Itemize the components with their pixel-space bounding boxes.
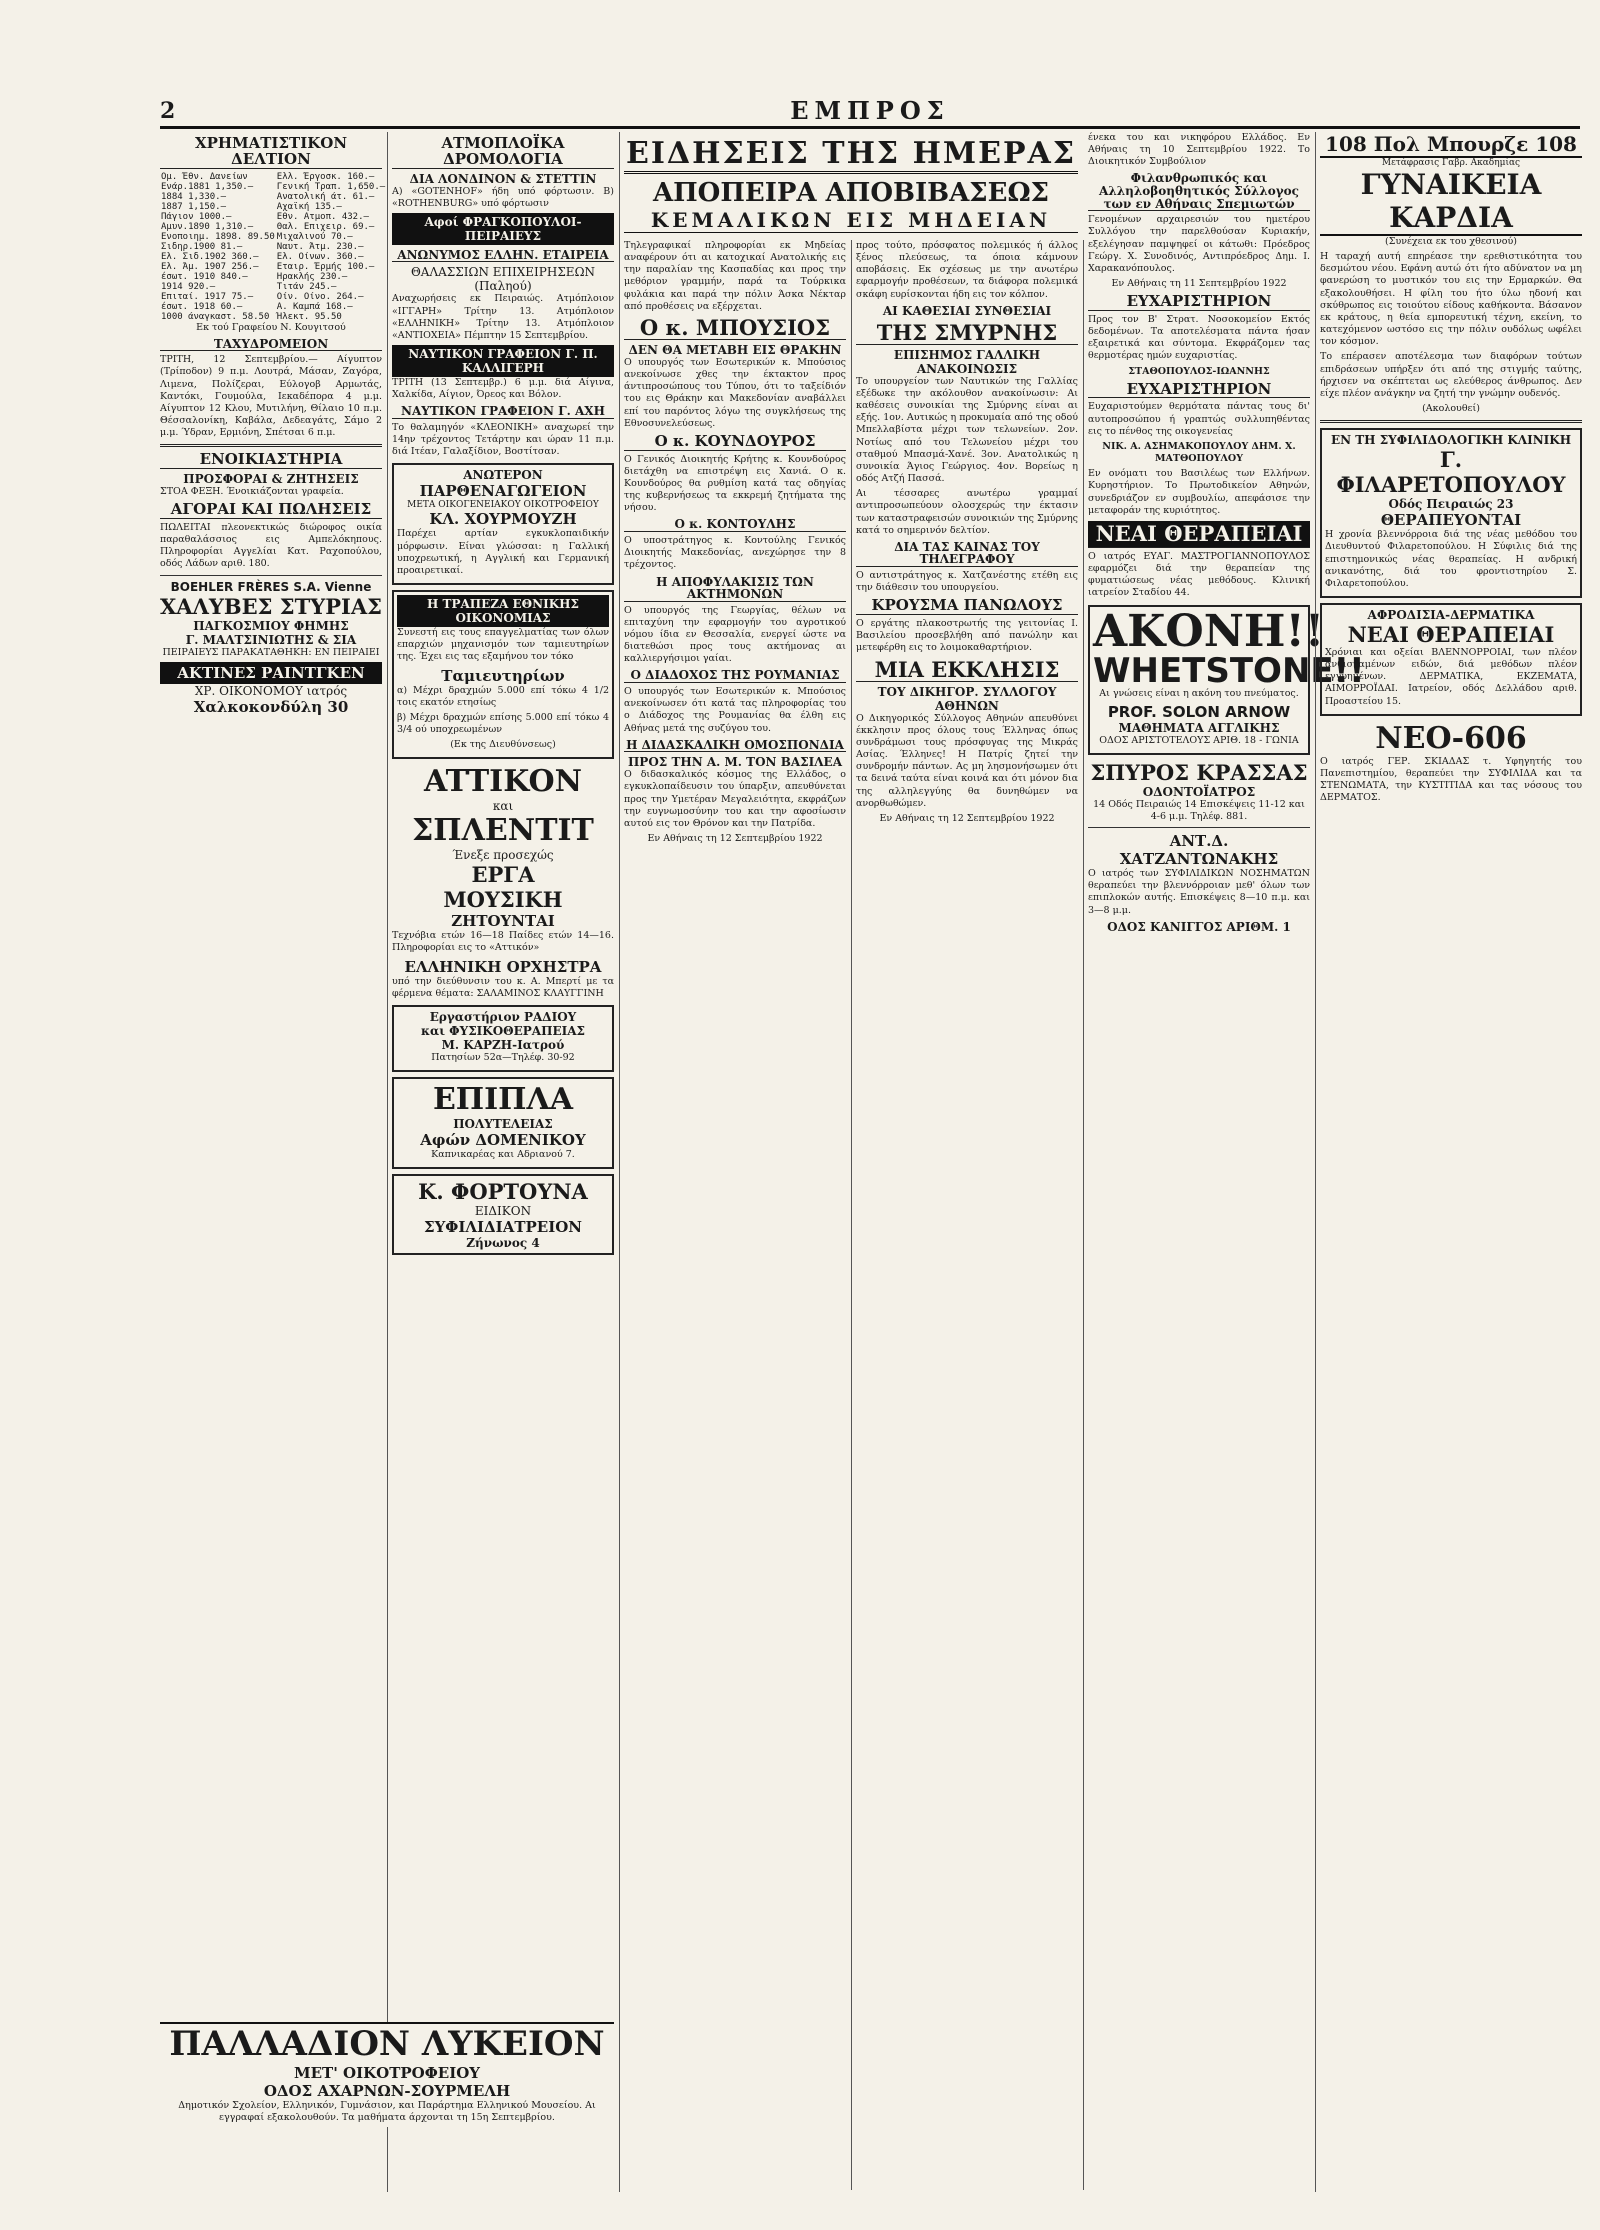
club-title: Φιλανθρωπικός και Αλληλοβοηθητικός Σύλλογος των εν Αθήναις Σπεμιωτών xyxy=(1088,172,1310,211)
syph-text: Ο ιατρός των ΣΥΦΙΛΙΔΙΚΩΝ ΝΟΣΗΜΑΤΩΝ θεραπεύει την βλεννόρροιαν μεθ' όλων των επιπλοκών αυτής. Επισκέψεις 8—10 π.μ. και 3—8 μ.μ. xyxy=(1088,868,1310,916)
furniture-address: Καπνικαρέας και Αδριανού 7. xyxy=(431,1149,575,1161)
exchange-cell: Αχαϊκή 135.— xyxy=(276,201,342,212)
exchange-row xyxy=(160,272,386,282)
lead-article: Τηλεγραφικαί πληροφορίαι εκ Μηδείας αναφέρουν ότι αι κατοχικαί Ανατολικής εις την παραλίαν της Κασπαδίας και προς την μεθόριον γραμμήν, παρά τα Τούρκικα φυλάκια και παρά την πόλιν Άσκα Νέκταρ από προθέσεις να εξέρχεται. xyxy=(624,240,846,312)
exchange-row xyxy=(160,172,386,182)
prince-text: Ο υπουργός των Εσωτερικών κ. Μπούσιος ανεκοίνωσεν ότι κατά τας πληροφορίας του ο Διάδοχος της Ρουμανίας θα έλθη εις Αθήνας μετά της συζύγου του. xyxy=(624,686,846,734)
cinema-music: ΜΟΥΣΙΚΗ xyxy=(443,887,563,913)
serial-title: ΓΥΝΑΙΚΕΙΑ ΚΑΡΔΙΑ xyxy=(1320,168,1582,236)
thanks-1-title: ΕΥΧΑΡΙΣΤΗΡΙΟΝ xyxy=(1088,294,1310,311)
exchange-cell: Ενάρ.1881 1,350.— xyxy=(161,181,254,192)
landless-title: Η ΑΠΟΦΥΛΑΚΙΣΙΣ ΤΩΝ ΑΚΤΗΜΟΝΩΝ xyxy=(624,576,846,602)
thanks-2-title: ΕΥΧΑΡΙΣΤΗΡΙΟΝ xyxy=(1088,382,1310,399)
fortouna-subtitle: ΕΙΔΙΚΟΝ xyxy=(474,1204,532,1219)
xray-doctor: ΧΡ. ΟΙΚΟΝΟΜΟΥ ιατρός xyxy=(194,683,348,698)
column-6 xyxy=(1320,132,1582,2192)
masthead xyxy=(160,96,1580,129)
nautical-office-1-title: ΝΑΥΤΙΚΟΝ ΓΡΑΦΕΙΟΝ Γ. Π. ΚΑΛΛΙΓΕΡΗ xyxy=(392,345,614,377)
exchange-cell: Σιδηρ.1900 81.— xyxy=(161,241,243,252)
mpousios-subtitle: ΔΕΝ ΘΑ ΜΕΤΑΒΗ ΕΙΣ ΘΡΑΚΗΝ xyxy=(628,342,842,357)
cinema-program: Ένεξε προσεχώς xyxy=(452,848,554,863)
post-text: ΤΡΙΤΗ, 12 Σεπτεμβρίου.— Αίγυπτον (Τρίποδον) 9 π.μ. Λουτρά, Μάσαν, Ζαγόρα, Λιμενα, Πολίζεραι, Εύλογοβ Αρμωτάς, Καντόκι, Γουμούλα, Ιεκαδέπορα 4 μ.μ. Αίγυπτον 12 Κλου, Μυτιλήνη, Θίλαιο 10 π.μ. Θέσσαλονίκη, Καβάλα, Δεδεαγάτς, Σάμο 2 μ.μ. Ύδραν, Ερμιόνη, Σπέτσαι 6 π.μ. xyxy=(160,354,382,439)
dentist-title: ΟΔΟΝΤΟΪΑΤΡΟΣ xyxy=(1142,784,1256,799)
smyrna-subtitle: ΕΠΙΣΗΜΟΣ ΓΑΛΛΙΚΗ ΑΝΑΚΟΙΝΩΣΙΣ xyxy=(893,347,1041,376)
dentist-ad xyxy=(1088,760,1310,823)
clinic-text: Η χρονία βλεννόρροια διά της νέας μεθόδου του Διευθυντού Φιλαρετοπούλου. Η Σύφιλις διά της επιστημονικώς νέας θεραπείας. Η ανδρική ανικανότης, διά του φροντιστηρίου Σ. Φιλαρετοπούλου. xyxy=(1325,529,1577,589)
derm-title: ΑΦΡΟΔΙΣΙΑ-ΔΕΡΜΑΤΙΚΑ xyxy=(1367,607,1535,622)
school-title: ΠΑΡΘΕΝΑΓΩΓΕΙΟΝ xyxy=(419,482,587,501)
nautical-office-2-text: Το θαλαμηγόν «ΚΛΕΟΝΙΚΗ» αναχωρεί την 14ην τρέχοντος Τετάρτην και ώραν 11 π.μ. διά Ιτέαν, Γαλαξίδιον, Βοστίτσαν. xyxy=(392,421,614,458)
exchange-row xyxy=(160,252,386,262)
exchange-row xyxy=(160,262,386,272)
radio-name: Μ. ΚΑΡΖΗ-Ιατρού xyxy=(441,1037,565,1052)
exchange-row xyxy=(160,192,386,202)
exchange-table xyxy=(160,172,386,322)
exchange-cell: Ήλεκτ. 95.50 xyxy=(276,311,342,322)
exchange-row xyxy=(160,292,386,302)
nautical-office-1-text: ΤΡΙΤΗ (13 Σεπτεμβρ.) 6 μ.μ. διά Αίγινα, Χαλκίδα, Αίγιον, Όρεος και Βόλον. xyxy=(392,377,614,401)
exchange-cell: 1884 1,330.— xyxy=(161,191,227,202)
plague-text: Ο εργάτης πλακοστρωτής της γειτονίας Ι. Βασιλείου προσεβλήθη από πανώλην και μετεφέρθη εις το λοιμοκαθαρτήριον. xyxy=(856,618,1078,654)
fortouna-address: Ζήνωνος 4 xyxy=(466,1236,540,1251)
clinic-ad xyxy=(1320,428,1582,598)
column-4 xyxy=(856,240,1078,2190)
clinic-name: Γ. ΦΙΛΑΡΕΤΟΠΟΥΛΟΥ xyxy=(1336,447,1566,498)
lead-continued: προς τούτο, πρόσφατος πολεμικός ή άλλος ξένος πλεύσεως, τα όποια κάμνουν αποβάσεις. Εκ σχέσεως με την ανωτέρω εφαρμογήν προθέσεων, τα διάφορα πολεμικά σκάφη ευρίσκονται ήδη εις τον κόλπον. xyxy=(856,240,1078,300)
exchange-cell: Επιταί. 1917 75.— xyxy=(161,291,254,302)
company-subtitle: ΘΑΛΑΣΣΙΩΝ ΕΠΙΧΕΙΡΗΣΕΩΝ (Παληού) xyxy=(410,265,596,294)
teachers-title: Η ΔΙΔΑΣΚΑΛΙΚΗ ΟΜΟΣΠΟΝΔΙΑ xyxy=(624,739,846,753)
exchange-cell: Ναυτ. Άτμ. 230.— xyxy=(276,241,364,252)
lease-subtitle: ΠΡΟΣΦΟΡΑΙ & ΖΗΤΗΣΕΙΣ xyxy=(183,472,359,487)
orchestra-text: υπό την διεύθυνσιν του κ. Α. Μπερτί με τα φέρμενα θέματα: ΣΑΛΑΜΙΝΟΣ ΚΛΑΥΓΓΙΝΗ xyxy=(392,975,614,999)
thanks-2-text: Ευχαριστούμεν θερμότατα πάντας τους δι' αυτοπροσώπου ή γραπτώς συλλυπηθέντας εις το πένθος της οικογενείας xyxy=(1088,401,1310,437)
professor-name: PROF. SOLON ARNOW xyxy=(1107,702,1291,721)
ship-agent: Αφοί ΦΡΑΓΚΟΠΟΥΛΟΙ-ΠΕΙΡΑΙΕΥΣ xyxy=(392,213,614,245)
clinic-pre: ΕΝ ΤΗ ΣΥΦΙΛΙΔΟΛΟΓΙΚΗ ΚΛΙΝΙΚΗ xyxy=(1330,433,1572,448)
teachers-text: Ο διδασκαλικός κόσμος της Ελλάδος, ο εγκυκλοπαίδευσιν του ύπαρξιν, απευθύνεται προς την Υμετέραν Μεγαλειότητα, εκφράζων την ευγνωμοσύνην του και την αφοσίωσιν αυτού εις τον Θρόνον και την Πατρίδα. xyxy=(624,769,846,829)
cinema-name-2: ΣΠΛΕΝΤΙΤ xyxy=(412,813,594,849)
school-ad xyxy=(392,463,614,585)
syph-doctor: ΑΝΤ.Δ. ΧΑΤΖΑΝΤΩΝΑΚΗΣ xyxy=(1119,832,1279,869)
dentist-address: 14 Οδός Πειραιώς 14 Επισκέψεις 11-12 και 4-6 μ.μ. Τηλέφ. 881. xyxy=(1093,798,1305,823)
thanks-1-sign: ΣΤΑΘΟΠΟΥΛΟΣ-ΙΩΑΝΝΗΣ xyxy=(1128,365,1270,377)
landless-text: Ο υπουργός της Γεωργίας, θέλων να επιταχύνη την εφαρμογήν του αγροτικού νόμου ίδια εν Θεσσαλία, ενεργεί ώστε να διατεθώσι προς τους ακτήμονας αι καλλιεργήσιμοι γαίαι. xyxy=(624,604,846,665)
thanks-2-sign: ΝΙΚ. Α. ΑΣΗΜΑΚΟΠΟΥΛΟΥ ΔΗΜ. Χ. ΜΑΤΘΟΠΟΥΛΟΥ xyxy=(1102,440,1296,465)
clinic-title: ΘΕΡΑΠΕΥΟΝΤΑΙ xyxy=(1380,511,1522,530)
whetstone-english: WHETSTONE!! xyxy=(1093,650,1365,691)
column-3 xyxy=(624,240,846,2190)
news-headline: ΕΙΔΗΣΕΙΣ ΤΗΣ ΗΜΕΡΑΣ xyxy=(624,136,1078,174)
derm-subtitle: ΝΕΑΙ ΘΕΡΑΠΕΙΑΙ xyxy=(1347,621,1555,647)
ship-title: ΑΤΜΟΠΛΟΪΚΑ ΔΡΟΜΟΛΟΓΙΑ xyxy=(392,136,614,169)
serial-subheader: Μετάφρασις Γαβρ. Ακαδημίας xyxy=(1381,158,1521,168)
exchange-cell: έσωτ. 1918 60.— xyxy=(161,301,243,312)
koundouros-title: Ο κ. ΚΟΥΝΔΟΥΡΟΣ xyxy=(624,434,846,451)
bank-ad xyxy=(392,590,614,759)
exchange-cell: Θαλ. Επιχειρ. 69.— xyxy=(276,221,375,232)
kontoulis-title: Ο κ. ΚΟΝΤΟΥΛΗΣ xyxy=(624,518,846,532)
cinema-works: ΕΡΓΑ xyxy=(471,862,535,888)
sales-title: ΑΓΟΡΑΙ ΚΑΙ ΠΩΛΗΣΕΙΣ xyxy=(160,502,382,519)
exchange-row xyxy=(160,212,386,222)
lyceum-address: ΟΔΟΣ ΑΧΑΡΝΩΝ-ΣΟΥΡΜΕΛΗ xyxy=(263,2082,511,2100)
xray-title: ΑΚΤΙΝΕΣ ΡΑΙΝΤΓΚΕΝ xyxy=(160,662,382,684)
exchange-cell: Ελ. Άμ. 1907 256.— xyxy=(161,261,259,272)
whetstone-ad xyxy=(1088,605,1365,755)
school-pre: ΑΝΩΤΕΡΟΝ xyxy=(463,468,543,483)
appeal-sign: Εν Αθήναις τη 12 Σεπτεμβρίου 1922 xyxy=(879,812,1055,824)
serial-continued: (Συνέχεια εκ του χθεσινού) xyxy=(1385,236,1517,247)
fortouna-title: Κ. ΦΟΡΤΟΥΝΑ xyxy=(418,1179,588,1205)
school-subtitle: ΜΕΤΑ ΟΙΚΟΓΕΝΕΙΑΚΟΥ ΟΙΚΟΤΡΟΦΕΙΟΥ xyxy=(407,500,599,511)
furniture-subtitle: ΠΟΛΥΤΕΛΕΙΑΣ xyxy=(453,1117,553,1132)
company-text: Αναχωρήσεις εκ Πειραιώς. Ατμόπλοιον «ΙΓΓΑΡΗ» Τρίτην 13. Ατμόπλοιον «ΕΛΛΗΝΙΚΗ» Τρίτην 13. Ατμόπλοιον «ΑΝΤΙΟΧΕΙΑ» Πέμπτην 15 Σεπτεμβρίου. xyxy=(392,293,614,341)
smyrna-title: ΤΗΣ ΣΜΥΡΝΗΣ xyxy=(856,322,1078,345)
steel-agent: Γ. ΜΑΛΤΣΙΝΙΩΤΗΣ & ΣΙΑ xyxy=(185,632,357,647)
clinic-address: Οδός Πειραιώς 23 xyxy=(1388,497,1514,512)
exchange-title: ΧΡΗΜΑΤΙΣΤΙΚΟΝ ΔΕΛΤΙΟΝ xyxy=(160,136,382,169)
bank-title: Η ΤΡΑΠΕΖΑ ΕΘΝΙΚΗΣ ΟΙΚΟΝΟΜΙΑΣ xyxy=(397,595,609,627)
teachers-sign: Εν Αθήναις τη 12 Σεπτεμβρίου 1922 xyxy=(647,833,823,845)
column-2 xyxy=(392,132,614,2192)
exchange-cell: Ηρακλής 230.— xyxy=(276,271,348,282)
exchange-cell: Οίν. Οίνο. 264.— xyxy=(276,291,364,302)
smyrna-text-2: Αι τέσσαρες ανωτέρω γραμμαί αντιπροσωπεύουν ολοσχερώς την έκτασιν των καταστραφεισών συνοικιών της Σμύρνης κατά το σημερινόν δελτίον. xyxy=(856,488,1078,536)
furniture-ad xyxy=(392,1077,614,1169)
prince-title: Ο ΔΙΑΔΟΧΟΣ ΤΗΣ ΡΟΥΜΑΝΙΑΣ xyxy=(624,669,846,683)
cabinet-title: ΑΙ ΚΑΘΕΣΙΑΙ ΣΥΝΘΕΣΙΑΙ xyxy=(882,303,1052,318)
lyceum-subtitle: ΜΕΤ' ΟΙΚΟΤΡΟΦΕΙΟΥ xyxy=(294,2064,480,2082)
koundouros-text: Ο Γενικός Διοικητής Κρήτης κ. Κουνδούρος διετάχθη να επιστρέψη εις Χανιά. Ο κ. Κουνδούρος θα ρυθμίση κατά τας οδηγίας της κυβερνήσεως τα εκκρεμή ζητήματα της νήσου. xyxy=(624,453,846,514)
exchange-cell: Εταιρ. Έρμής 100.— xyxy=(276,261,375,272)
exchange-row xyxy=(160,282,386,292)
news-subheadline-2: ΚΕΜΑΛΙΚΩΝ ΕΙΣ ΜΗΔΕΙΑΝ xyxy=(624,208,1078,233)
bank-text: Συνεστή εις τους επαγγελματίας των όλων επαρχιών μηχανισμόν των ταμιευτηρίων της. Έχει εις τας εξαμήνου τον τόκο xyxy=(397,627,609,663)
wanted-text: Τεχνόβια ετών 16—18 Παίδες ετών 14—16. Πληροφορίαι εις το «Αττικόν» xyxy=(392,930,614,954)
steel-brand: BOEHLER FRÈRES S.A. Vienne xyxy=(170,579,372,594)
appeal-title: ΜΙΑ ΕΚΚΛΗΣΙΣ xyxy=(856,659,1078,682)
neo606-text: Ο ιατρός ΓΕΡ. ΣΚΙΑΔΑΣ τ. Υφηγητής του Πανεπιστημίου, θεραπεύει την ΣΥΦΙΛΙΔΑ και τα ΣΤΕΝΩΜΑΤΑ, την ΚΥΣΤΙΤΙΔΑ και τας νόσους του ΔΕΡΜΑΤΟΣ. xyxy=(1320,755,1582,804)
dentist-name: ΣΠΥΡΟΣ ΚΡΑΣΣΑΣ xyxy=(1090,759,1308,785)
exchange-row xyxy=(160,232,386,242)
appeal-subtitle: ΤΟΥ ΔΙΚΗΓΟΡ. ΣΥΛΛΟΓΟΥ ΑΘΗΝΩΝ xyxy=(877,684,1057,713)
radio-subtitle: και ΦΥΣΙΚΟΘΕΡΑΠΕΙΑΣ xyxy=(420,1023,586,1038)
whetstone-greek: ΑΚΟΝΗ!! xyxy=(1093,605,1325,657)
serial-header: 108 Πολ Μπουρζε 108 xyxy=(1320,132,1582,158)
ship-subtitle: ΔΙΑ ΛΟΝΔΙΝΟΝ & ΣΤΕΤΤΙΝ xyxy=(409,171,597,186)
exchange-cell: 1887 1,150.— xyxy=(161,201,227,212)
thanks-1-text: Προς τον Β' Στρατ. Νοσοκομείον Εκτός δεδομένων. Τα αποτελέσματα πάντα ήσαν εξαιρετικά και σύντομα. Εκφράζομεν τας θερμοτέρας ημών ευχαριστίας. xyxy=(1088,313,1310,362)
telegraph-title: ΔΙΑ ΤΑΣ ΚΑΙΝΑΣ ΤΟΥ ΤΗΛΕΓΡΑΦΟΥ xyxy=(856,541,1078,567)
exchange-cell: Γενική Τραπ. 1,650.— xyxy=(276,181,386,192)
school-text: Παρέχει αρτίαν εγκυκλοπαιδικήν μόρφωσιν. Είναι γλώσσαι: η Γαλλική υποχρεωτική, η Αγγλική και Γερμανική προαιρετικαί. xyxy=(397,528,609,576)
new-therapies-title: ΝΕΑΙ ΘΕΡΑΠΕΙΑΙ xyxy=(1088,521,1310,548)
lyceum-ad xyxy=(160,2022,614,2127)
furniture-name: Αφών ΔΟΜΕΝΙΚΟΥ xyxy=(420,1131,586,1150)
professor-subject: ΜΑΘΗΜΑΤΑ ΑΓΓΛΙΚΗΣ xyxy=(1118,720,1280,735)
derm-ad xyxy=(1320,603,1582,716)
teachers-subtitle: ΠΡΟΣ ΤΗΝ Α. Μ. ΤΟΝ ΒΑΣΙΛΕΑ xyxy=(627,755,843,770)
fortouna-clinic: ΣΥΦΙΛΙΔΙΑΤΡΕΙΟΝ xyxy=(423,1218,582,1237)
exchange-row xyxy=(160,312,386,322)
exchange-row xyxy=(160,182,386,192)
mpousios-title: Ο κ. ΜΠΟΥΣΙΟΣ xyxy=(624,317,846,340)
lease-title: ΕΝΟΙΚΙΑΣΤΗΡΙΑ xyxy=(160,452,382,469)
new-therapies-text: Ο ιατρός ΕΥΑΓ. ΜΑΣΤΡΟΓΙΑΝΝΟΠΟΥΛΟΣ εφαρμόζει διά την θεραπείαν της φυματιώσεως νέας μεθόδους. Κλινική ιατρείον Σταδίου 44. xyxy=(1088,550,1310,599)
exchange-cell: Ομ. Έθν. Δανείων xyxy=(161,171,248,182)
mpousios-text: Ο υπουργός των Εσωτερικών κ. Μπούσιος ανεκοίνωσε χθες την έκτακτον προς άντιπροσώπους του Τύπου, ότι το ταξείδιόν του εις Θράκην και Μακεδονίαν αναβάλλει επί του παρόντος λόγω της συγκλήσεως της Εθνοσυνελεύσεως. xyxy=(624,356,846,429)
steel-subtitle: ΠΑΓΚΟΣΜΙΟΥ ΦΗΜΗΣ xyxy=(193,618,349,633)
exchange-row xyxy=(160,222,386,232)
exchange-row xyxy=(160,202,386,212)
whetstone-sub: Αι γνώσεις είναι η ακόνη του πνεύματος. xyxy=(1099,687,1299,699)
court-text: Εν ονόματι του Βασιλέως των Ελλήνων. Κυρηστήριον. Το Πρωτοδικείον Αθηνών, συνεδριάζον εν συμβουλίω, απεφάσισε την μεταφοράν της κυριότητος. xyxy=(1088,468,1310,516)
exchange-cell: 1000 άναγκαστ. 58.50 xyxy=(161,311,270,322)
plague-title: ΚΡΟΥΣΜΑ ΠΑΝΩΛΟΥΣ xyxy=(856,598,1078,615)
exchange-cell: Πάγιον 1000.— xyxy=(161,211,232,222)
exchange-cell: Ελ. Σιδ.1902 360.— xyxy=(161,251,259,262)
exchange-cell: Α. Καμπά 168.— xyxy=(276,301,353,312)
bank-bold: Ταμιευτηρίων xyxy=(441,666,565,685)
bank-clause-a: α) Μέχρι δραχμών 5.000 επί τόκω 4 1/2 τοις εκατόν ετησίως xyxy=(397,684,609,708)
cinema-ad xyxy=(392,764,614,1000)
steel-title: ΧΑΛΥΒΕΣ ΣΤΥΡΙΑΣ xyxy=(160,593,383,619)
bank-note: (Εκ της Διευθύνσεως) xyxy=(450,739,556,751)
club-sign: Εν Αθήναις τη 11 Σεπτεμβρίου 1922 xyxy=(1111,278,1287,290)
telegraph-text: Ο αντιστράτηγος κ. Χατζανέστης ετέθη εις την διάθεσιν του υπουργείου. xyxy=(856,570,1078,594)
exchange-cell: Ενοποιημ. 1898. 89.50 xyxy=(161,231,275,242)
exchange-cell: 1914 920.— xyxy=(161,281,216,292)
radio-address: Πατησίων 52α—Τηλέφ. 30-92 xyxy=(431,1051,575,1063)
exchange-cell: Αμυν.1890 1,310.— xyxy=(161,221,254,232)
exchange-cell: Τιτάν 245.— xyxy=(276,281,337,292)
serial-text-2: Το επέρασεν αποτέλεσμα των διαφόρων τούτων επιδράσεων υπήρξεν ότι από της στιγμής ταύτης, ήρχισεν να σκέπτεται ως ελεύθερος άνθρωπος. Δεν είχε πλέον ανάγκην να ζητή την γνώμην ουδενός. xyxy=(1320,351,1582,399)
page-number: 2 xyxy=(160,98,176,124)
lyceum-title: ΠΑΛΛΑΔΙΟΝ ΛΥΚΕΙΟΝ xyxy=(169,2024,605,2064)
exchange-cell: Ελλ. Έργοσκ. 160.— xyxy=(276,171,375,182)
exchange-cell: έσωτ. 1910 840.— xyxy=(161,271,248,282)
cinema-and: και xyxy=(492,799,514,814)
syph-address: ΟΔΟΣ ΚΑΝΙΓΓΟΣ ΑΡΙΘΜ. 1 xyxy=(1107,919,1291,934)
exchange-cell: Ελ. Οίνων. 360.— xyxy=(276,251,364,262)
serial-text-1: Η ταραχή αυτή επηρέασε την ερεθιστικότητα του δεσμώτου νέου. Εφάνη αυτώ ότι ήτο αδύνατον να μη φανερώση το μυστικόν του εις την Ερμαρκών. Θα εξακολουθήσει. Η φίλη του ήτο ύλω ηδονή και σκύθρωπος εις τοιούτου είδους καθήκοντα. Βάσανον εκ κράτους, η θεία εμπορευτική τέχνη, εκείνη, το κατεχόμενον ωστόσο εις την πόλιν ουδόλως ωφέλει τον κόσμον. xyxy=(1320,251,1582,348)
kontoulis-text: Ο υποστράτηγος κ. Κοντούλης Γενικός Διοικητής Μακεδονίας, ανεχώρησε την 8 τρέχοντος. xyxy=(624,535,846,571)
radio-ad xyxy=(392,1005,614,1072)
lyceum-text: Δημοτικόν Σχολείον, Ελληνικόν, Γυμνάσιον, και Παράρτημα Ελληνικού Μουσείου. Αι εγγραφαί εξακολουθούν. Τα μαθήματα άρχονται τη 15η Σεπτεμβρίου. xyxy=(178,2100,596,2124)
exchange-cell: Εθν. Ατμοπ. 432.— xyxy=(276,211,369,222)
newspaper-title: ΕΜΠΡΟΣ xyxy=(790,96,950,125)
company-title: ΑΝΩΝΥΜΟΣ ΕΛΛΗΝ. ΕΤΑΙΡΕΙΑ xyxy=(392,249,614,263)
post-title: ΤΑΧΥΔΡΟΜΕΙΟΝ xyxy=(160,338,382,352)
derm-text: Χρόνιαι και οξείαι ΒΛΕΝΝΟΡΡΟΙΑΙ, των πλέον ανθισταμένων ειδών, διά μεθόδων πλέον εγγυημένων. ΔΕΡΜΑΤΙΚΑ, ΕΚΖΕΜΑΤΑ, ΑΙΜΟΡΡΟΪΔΑΙ. Ιατρείον, οδός Δελλάδου αριθ. Προαστείου 15. xyxy=(1325,646,1577,707)
nautical-office-2-title: ΝΑΥΤΙΚΟΝ ΓΡΑΦΕΙΟΝ Γ. ΑΧΗ xyxy=(392,405,614,419)
col5-lead: ένεκα του και νικηφόρου Ελλάδος. Εν Αθήναις τη 10 Σεπτεμβρίου 1922. Το Διοικητικόν Συμβούλιον xyxy=(1088,132,1310,168)
appeal-text: Ο Δικηγορικός Σύλλογος Αθηνών απευθύνει έκκλησιν προς όλους τους Έλληνας όπως συνδράμωσι τους πρόσφυγας της Μικράς Ασίας. Έλληνες! Η Πατρίς ζητεί την συνδρομήν πάντων. Ας μη λησμονήσωμεν ότι τα δεινά ταύτα είναι κοινά και ότι μόνον δια της αλληλεγγύης θα δυνηθώμεν να ανορθωθώμεν. xyxy=(856,712,1078,809)
smyrna-text: Το υπουργείον των Ναυτικών της Γαλλίας εξέδωκε την ακόλουθον ανακοίνωσιν: Αι καθέσεις συνοικίαι της Σμύρνης είναι αι εξής. 1ον. Αυτικώς η προκυμαία από της οδού Μπελλαβίστα μέχρι των τελωνείων. 2ον. Νοτίως από του Τελωνείου μέχρι του σταθμού Μπασμά-Χανέ. 3ον. Ανατολικώς η συνοικία Άγιος Γεώργιος. 4ον. Βορείως η οδός Ατζή Πασσά. xyxy=(856,375,1078,485)
radio-title: Εργαστήριον ΡΑΔΙΟΥ xyxy=(429,1009,577,1024)
exchange-row xyxy=(160,242,386,252)
serial-end: (Ακολουθεί) xyxy=(1422,403,1480,415)
news-banner xyxy=(624,136,1078,233)
exchange-cell: Ανατολική άτ. 61.— xyxy=(276,191,375,202)
xray-address: Χαλκοκονδύλη 30 xyxy=(193,697,349,716)
cinema-name-1: ATTIKON xyxy=(423,764,583,800)
lease-text: ΣΤΟΑ ΦΕΞΗ. Ένοικιάζονται γραφεία. xyxy=(160,486,344,498)
sales-text: ΠΩΛΕΙΤΑΙ πλεονεκτικώς διώροφος οικία παραθαλάσσιος εις Αμπελόκηπους. Πληροφορίαι Αγγελίαι Κατ. Ραχοπούλου, οδός Λάδων αριθ. 180. xyxy=(160,522,382,570)
ship-text: Α) «GOTENHOF» ήδη υπό φόρτωσιν. Β) «ROTHENBURG» υπό φόρτωσιν xyxy=(392,185,614,209)
school-name: ΚΛ. ΧΟΥΡΜΟΥΖΗ xyxy=(429,510,577,529)
wanted-title: ΖΗΤΟΥΝΤΑΙ xyxy=(451,912,555,931)
column-5 xyxy=(1088,132,1365,2192)
bank-clause-b: β) Μέχρι δραχμών επίσης 5.000 επί τόκω 4 3/4 ού υποχρεωμένων xyxy=(397,711,609,735)
steel-place: ΠΕΙΡΑΙΕΥΣ ΠΑΡΑΚΑΤΑΘΗΚΗ: ΕΝ ΠΕΙΡΑΙΕΙ xyxy=(162,646,380,658)
news-subheadline-1: ΑΠΟΠΕΙΡΑ ΑΠΟΒΙΒΑΣΕΩΣ xyxy=(652,178,1050,208)
orchestra-title: ΕΛΛΗΝΙΚΗ ΟΡΧΗΣΤΡΑ xyxy=(404,957,602,976)
club-text: Γενομένων αρχαιρεσιών του ημετέρου Συλλόγου την παρελθούσαν Κυριακήν, εξελέγησαν παμψηφεί οι κάτωθι: Πρόεδρος Γεώργ. Χ. Συνοδινός, Αντιπρόεδρος Δημ. Ι. Χαρακανόπουλος. xyxy=(1088,214,1310,274)
column-1 xyxy=(160,132,386,2192)
exchange-note: Εκ τού Γραφείου Ν. Κουγιτσού xyxy=(196,321,346,333)
fortouna-ad xyxy=(392,1174,614,1255)
exchange-cell: Μιχαλινού 70.— xyxy=(276,231,353,242)
exchange-row xyxy=(160,302,386,312)
furniture-title: ΕΠΙΠΛΑ xyxy=(432,1082,574,1118)
neo606-title: ΝΕΟ-606 xyxy=(1375,720,1527,756)
professor-address: ΟΔΟΣ ΑΡΙΣΤΟΤΕΛΟΥΣ ΑΡΙΘ. 18 - ΓΩΝΙΑ xyxy=(1099,734,1299,746)
